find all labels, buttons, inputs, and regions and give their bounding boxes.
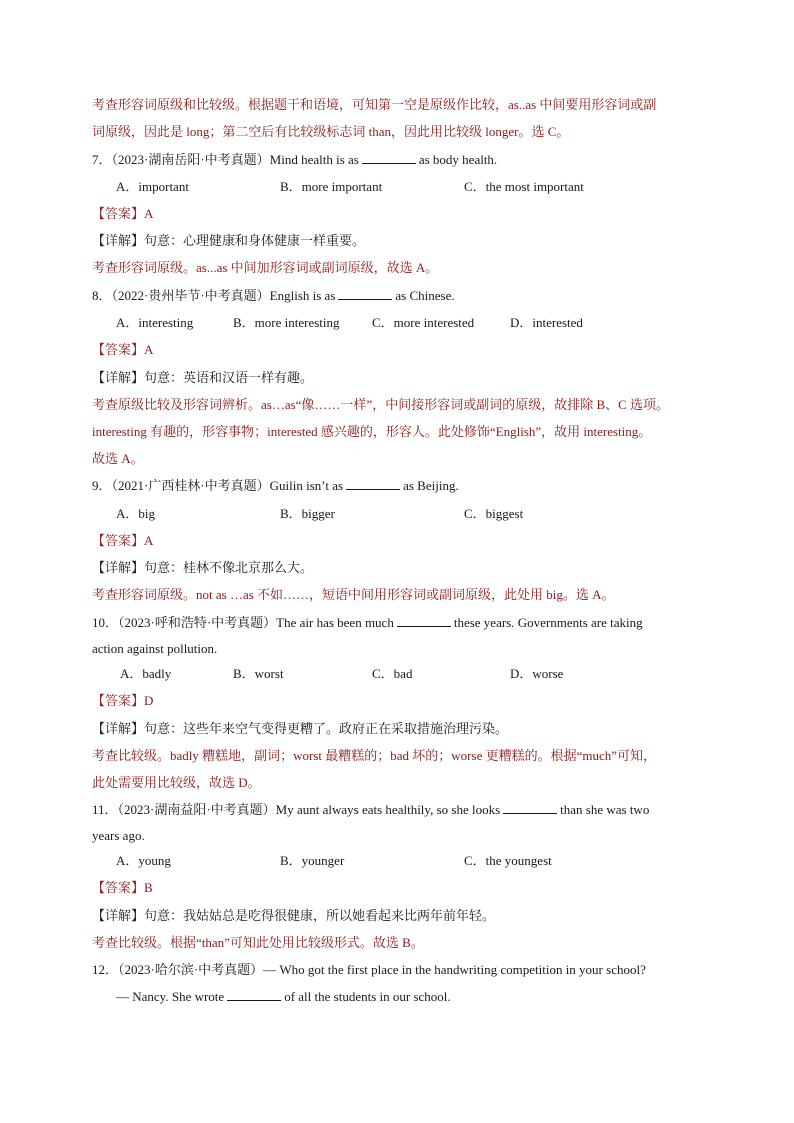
q10-option-d: D．worse xyxy=(510,666,564,681)
q10-stem-line1 xyxy=(92,614,734,632)
q7-explain: 考查形容词原级。as...as 中间加形容词或副词原级，故选 A。 xyxy=(92,260,439,275)
q8-option-a: A．interesting xyxy=(116,315,194,330)
q9-blank xyxy=(346,477,400,490)
q8-answer: 【答案】A xyxy=(92,342,154,357)
q10-option-a: A．badly xyxy=(120,666,172,681)
q7-option-b: B．more important xyxy=(280,179,383,194)
q8-explain-line2: interesting 有趣的，形容事物；interested 感兴趣的，形容人。此处修饰“English”，故用 interesting。 xyxy=(92,424,652,439)
q12-stem-line1: 12．（2023·哈尔滨·中考真题）— Who got the first place in the handwriting competition in your school? xyxy=(92,962,646,977)
q10-detail: 【详解】句意：这些年来空气变得更糟了。政府正在采取措施治理污染。 xyxy=(92,721,509,736)
q12-blank xyxy=(227,988,281,1001)
q10-stem-part1: 10．（2023·呼和浩特·中考真题）The air has been much xyxy=(92,615,394,630)
q11-option-a: A．young xyxy=(116,853,171,868)
q9-stem-part2: as Beijing. xyxy=(403,478,459,493)
q7-stem xyxy=(92,151,734,169)
q9-detail: 【详解】句意：桂林不像北京那么大。 xyxy=(92,560,314,575)
q11-option-c: C．the youngest xyxy=(464,853,552,868)
q8-option-b: B．more interesting xyxy=(233,315,340,330)
q10-option-c: C．bad xyxy=(372,666,413,681)
q10-option-b: B．worst xyxy=(233,666,284,681)
q12-stem-part1: — Nancy. She wrote xyxy=(116,989,225,1004)
q11-explain: 考查比较级。根据“than”可知此处用比较级形式。故选 B。 xyxy=(92,935,424,950)
q7-option-c: C．the most important xyxy=(464,179,584,194)
q10-explain-line2: 此处需要用比较级，故选 D。 xyxy=(92,775,261,790)
q6-explain-line2: 词原级，因此是 long；第二空后有比较级标志词 than，因此用比较级 longer。选 C。 xyxy=(92,124,570,139)
q11-stem-line2: years ago. xyxy=(92,828,145,843)
q8-blank xyxy=(338,287,392,300)
q11-answer: 【答案】B xyxy=(92,880,153,895)
q10-answer: 【答案】D xyxy=(92,693,154,708)
q11-stem-part1: 11．（2023·湖南益阳·中考真题）My aunt always eats healthily, so she looks xyxy=(92,802,501,817)
q8-explain-line3: 故选 A。 xyxy=(92,451,144,466)
q7-option-a: A．important xyxy=(116,179,189,194)
q10-blank xyxy=(397,614,451,627)
q11-option-b: B．younger xyxy=(280,853,345,868)
q11-stem-part2: than she was two xyxy=(560,802,650,817)
q8-explain-line1: 考查原级比较及形容词辨析。as…as“像……一样”，中间接形容词或副词的原级，故排除 B、C 选项。 xyxy=(92,397,670,412)
q8-stem-part1: 8．（2022·贵州毕节·中考真题）English is as xyxy=(92,288,336,303)
q11-blank xyxy=(503,801,557,814)
q9-answer: 【答案】A xyxy=(92,533,154,548)
q8-option-d: D．interested xyxy=(510,315,583,330)
q7-detail: 【详解】句意：心理健康和身体健康一样重要。 xyxy=(92,233,366,248)
q9-option-c: C．biggest xyxy=(464,506,524,521)
q12-stem-line2 xyxy=(116,988,734,1006)
q6-explain-line1: 考查形容词原级和比较级。根据题干和语境，可知第一空是原级作比较，as..as 中间要用形容词或副 xyxy=(92,97,657,112)
q9-option-a: A．big xyxy=(116,506,156,521)
q10-stem-line2: action against pollution. xyxy=(92,641,218,656)
q7-stem-part2: as body health. xyxy=(418,152,498,167)
q9-option-b: B．bigger xyxy=(280,506,335,521)
q8-stem-part2: as Chinese. xyxy=(395,288,455,303)
q10-stem-part2: these years. Governments are taking xyxy=(453,615,643,630)
q8-detail: 【详解】句意：英语和汉语一样有趣。 xyxy=(92,370,314,385)
q12-stem-part2: of all the students in our school. xyxy=(284,989,451,1004)
q9-stem xyxy=(92,477,734,495)
q11-detail: 【详解】句意：我姑姑总是吃得很健康，所以她看起来比两年前年轻。 xyxy=(92,908,496,923)
q11-stem-line1 xyxy=(92,801,734,819)
q8-stem xyxy=(92,287,734,305)
q7-blank xyxy=(362,151,416,164)
q9-explain: 考查形容词原级。not as …as 不如……，短语中间用形容词或副词原级，此处用 big。选 A。 xyxy=(92,587,615,602)
q10-explain-line1: 考查比较级。badly 糟糕地，副词；worst 最糟糕的；bad 坏的；worse 更糟糕的。根据“much”可知， xyxy=(92,748,657,763)
q7-stem-part1: 7．（2023·湖南岳阳·中考真题）Mind health is as xyxy=(92,152,359,167)
q7-answer: 【答案】A xyxy=(92,206,154,221)
q9-stem-part1: 9．（2021·广西桂林·中考真题）Guilin isn’t as xyxy=(92,478,344,493)
q8-option-c: C．more interested xyxy=(372,315,475,330)
